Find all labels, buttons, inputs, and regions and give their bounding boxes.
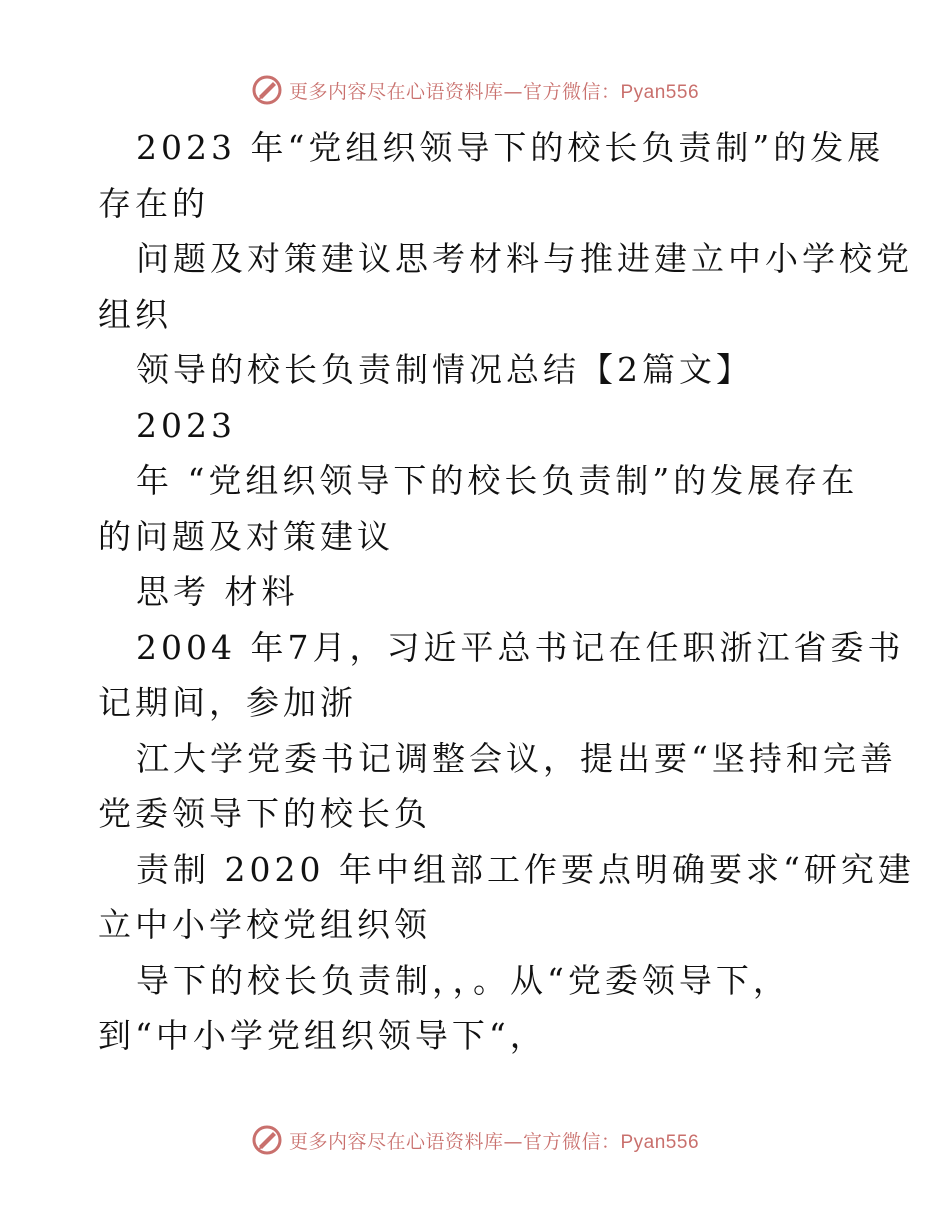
document-body	[98, 120, 915, 1064]
watermark-contact: 官方微信：Pyan556	[523, 1131, 700, 1153]
watermark-separator: —	[503, 1130, 523, 1153]
document-line: 2023 年“党组织领导下的校长负责制”的发展	[136, 128, 885, 167]
document-line: 立中小学校党组织领	[98, 905, 431, 944]
brand-logo-icon	[251, 1124, 283, 1156]
watermark-text	[289, 1127, 699, 1154]
watermark-separator: —	[503, 80, 523, 103]
watermark-brand: 更多内容尽在心语资料库	[288, 1130, 504, 1153]
document-line: 思考 材料	[136, 572, 299, 611]
document-line: 党委领导下的校长负	[98, 794, 431, 833]
watermark-brand: 更多内容尽在心语资料库	[288, 80, 504, 103]
document-line: 问题及对策建议思考材料与推进建立中小学校党	[136, 239, 913, 278]
document-line: 存在的	[98, 183, 209, 223]
header-watermark-banner	[0, 70, 950, 110]
footer-watermark-banner	[0, 1120, 950, 1160]
document-line: 责制 2020 年中组部工作要点明确要求“研究建	[136, 849, 915, 889]
watermark-contact: 官方微信：Pyan556	[523, 81, 700, 103]
document-line: 2023	[136, 405, 236, 445]
document-line: 江大学党委书记调整会议，提出要“坚持和完善	[136, 738, 897, 778]
document-line: 领导的校长负责制情况总结【2篇文】	[136, 350, 753, 389]
document-line: 组织	[98, 294, 172, 334]
document-line: 的问题及对策建议	[98, 516, 394, 556]
document-line: 导下的校长负责制，，。从“党委领导下，	[136, 960, 790, 1000]
watermark-text	[289, 77, 699, 104]
brand-logo-icon	[251, 74, 283, 106]
document-line: 2004 年7月，习近平总书记在任职浙江省委书	[136, 627, 905, 667]
document-line: 记期间，参加浙	[98, 683, 357, 722]
document-line: 年 “党组织领导下的校长负责制”的发展存在	[136, 461, 859, 500]
document-line: 到“中小学党组织领导下“，	[98, 1016, 547, 1055]
